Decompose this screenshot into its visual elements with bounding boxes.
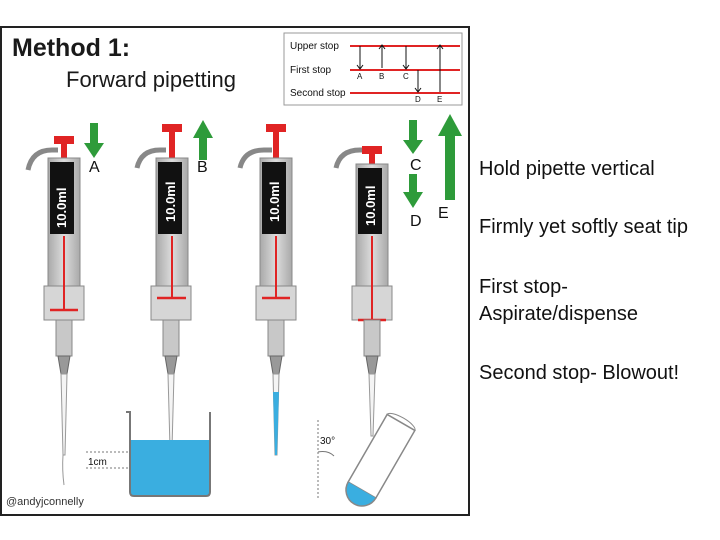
volume-display: 10.0ml xyxy=(54,187,69,228)
method-title: Method 1: xyxy=(12,34,131,62)
arrow-up-long-icon xyxy=(438,114,462,200)
step-label-d: D xyxy=(410,213,422,230)
arrow-up-icon xyxy=(193,120,213,160)
second-stop-label: Second stop xyxy=(290,88,346,99)
note-hold-vertical: Hold pipette vertical xyxy=(479,158,655,180)
legend-letter-e: E xyxy=(437,95,443,104)
depth-marker: 1cm xyxy=(88,457,107,468)
arrow-down-icon xyxy=(403,120,423,154)
method-subtitle: Forward pipetting xyxy=(66,67,236,92)
volume-display: 10.0ml xyxy=(163,181,178,222)
pipette-3 xyxy=(240,124,296,455)
note-first-stop: First stop- xyxy=(479,276,568,298)
legend-letter-d: D xyxy=(415,95,421,104)
first-stop-label: First stop xyxy=(290,65,332,76)
pipette-2 xyxy=(137,124,191,448)
upper-stop-label: Upper stop xyxy=(290,41,339,52)
step-label-a: A xyxy=(89,159,100,176)
legend-letter-c: C xyxy=(403,72,409,81)
note-aspirate-dispense: Aspirate/dispense xyxy=(479,303,638,325)
note-seat-tip: Firmly yet softly seat tip xyxy=(479,216,688,238)
step-label-c: C xyxy=(410,157,422,174)
pipette-1 xyxy=(28,136,84,485)
stops-legend xyxy=(284,33,462,105)
arrow-down-icon xyxy=(84,123,104,158)
step-label-e: E xyxy=(438,205,449,222)
credit-handle: @andyjconnelly xyxy=(6,496,84,508)
tube-angle-label: 30° xyxy=(320,436,336,447)
legend-letter-b: B xyxy=(379,72,385,81)
note-second-stop: Second stop- Blowout! xyxy=(479,362,680,384)
volume-display: 10.0ml xyxy=(267,181,282,222)
pipette-4 xyxy=(336,146,392,436)
step-label-b: B xyxy=(197,159,208,176)
volume-display: 10.0ml xyxy=(363,185,378,226)
beaker xyxy=(86,412,210,496)
legend-letter-a: A xyxy=(357,72,363,81)
arrow-down-icon xyxy=(403,174,423,208)
test-tube xyxy=(318,410,417,512)
